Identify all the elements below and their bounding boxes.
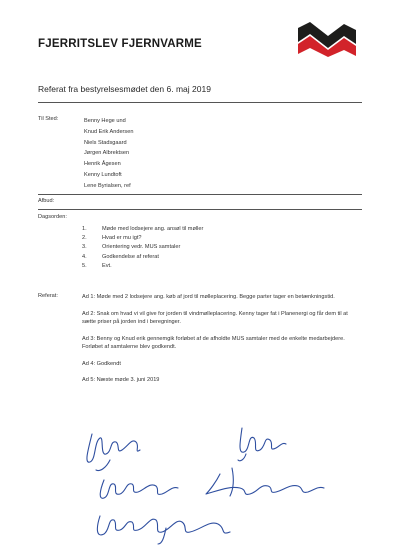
attendance-label: Til Sted: xyxy=(38,116,59,122)
signature xyxy=(87,434,140,471)
minutes-paragraph: Ad 2: Snak om hvad vi vil give for jorden til vindmølleplacering. Kenny tager fat i Planenergi og får dem til at sætte priser på jorden ind i beregninger. xyxy=(82,310,348,325)
agenda-list xyxy=(82,225,203,271)
minutes-paragraph: Ad 1: Møde med 2 lodsejere ang. køb af jord til mølleplacering. Begge parter tager en betænkningstid. xyxy=(82,294,335,300)
agenda-item: 4. Godkendelse af referat xyxy=(82,253,159,260)
agenda-item: 5. Evt. xyxy=(82,262,112,269)
minutes-label: Referat: xyxy=(38,293,58,299)
minutes-paragraph: Ad 5: Næste møde 3. juni 2019 xyxy=(82,377,160,384)
attendee: Niels Stadsgaard xyxy=(84,139,127,146)
company-logo xyxy=(296,20,358,58)
agenda-item: 3. Orientering vedr. MUS samtaler xyxy=(82,244,181,251)
attendee: Benny Hege und xyxy=(84,118,126,124)
attendee: Lene Byrialsen, ref xyxy=(84,182,131,189)
attendee: Knud Erik Andersen xyxy=(84,128,134,135)
minutes-paragraph: Ad 4: Godkendt xyxy=(82,360,121,367)
absent-label: Afbud: xyxy=(38,198,55,204)
attendee: Kenny Lundtoft xyxy=(84,171,122,178)
signature xyxy=(238,428,286,461)
attendee: Henrik Ågesen xyxy=(84,161,121,168)
minutes-body xyxy=(82,293,352,393)
signature xyxy=(206,468,324,496)
agenda-label: Dagsorden: xyxy=(38,214,67,220)
agenda-item: 1. Møde med lodsejere ang. ansøl til møller xyxy=(82,226,204,232)
absent-divider xyxy=(38,209,362,210)
attendance-divider xyxy=(38,194,362,195)
organization-name: FJERRITSLEV FJERNVARME xyxy=(38,38,202,50)
signature xyxy=(97,516,230,544)
signature xyxy=(100,480,178,498)
title-divider xyxy=(38,102,362,103)
signatures-block xyxy=(70,420,360,545)
attendee: Jørgen Albrektsen xyxy=(84,150,130,157)
agenda-item: 2. Hvad er mu igt? xyxy=(82,235,142,242)
attendance-list xyxy=(84,116,133,192)
minutes-paragraph: Ad 3: Benny og Knud erik gennemgik forløbet af de afholdte MUS samtaler med de enkelte medarbejdere. Forløbet af samtalerne blev godkendt. xyxy=(82,335,345,350)
document-title: Referat fra bestyrelsesmødet den 6. maj 2019 xyxy=(38,84,211,94)
